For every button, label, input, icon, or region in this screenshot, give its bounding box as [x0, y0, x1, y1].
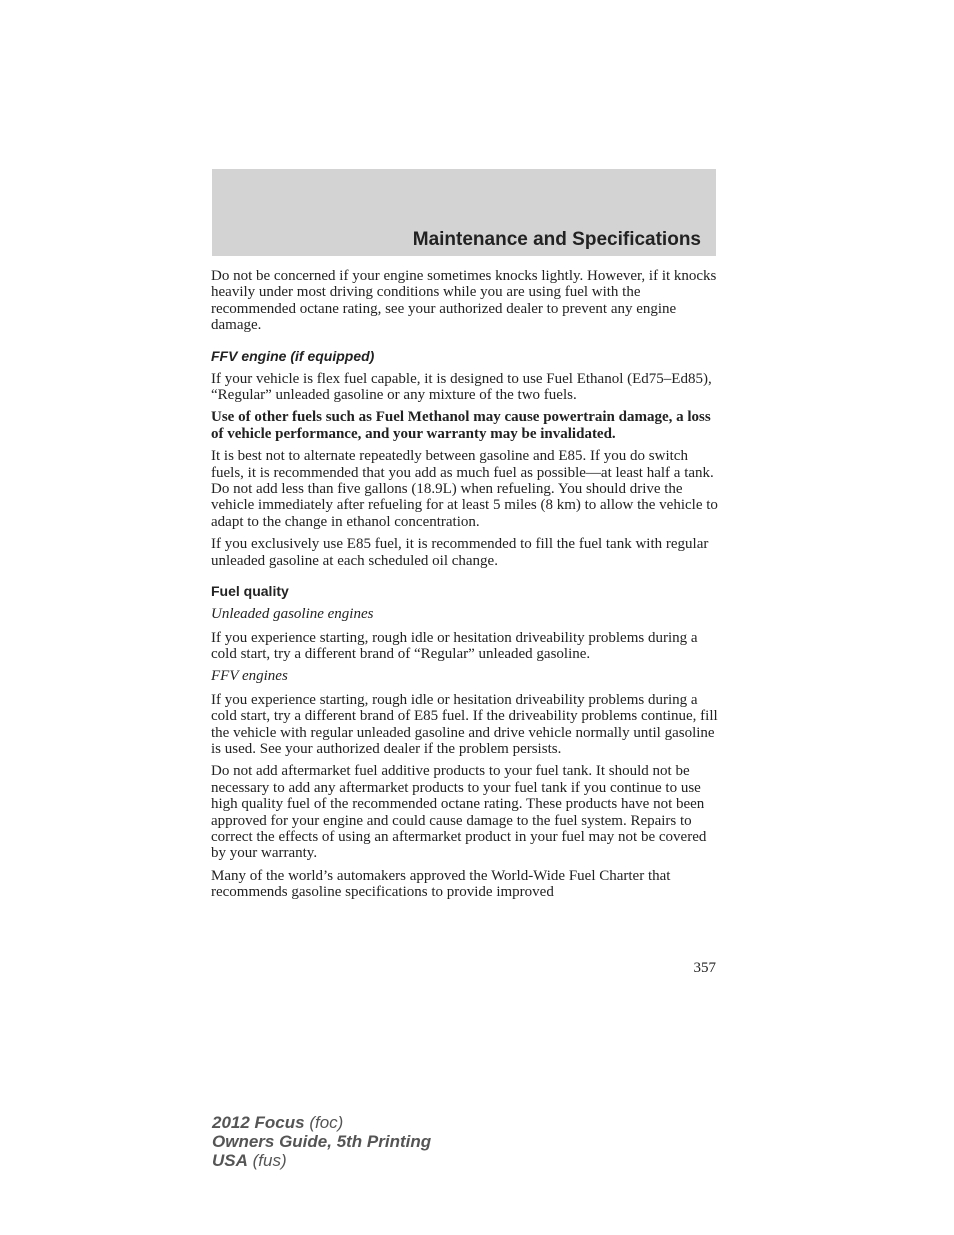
subheading-unleaded-engines: Unleaded gasoline engines — [211, 606, 374, 623]
footer-line-market — [212, 1151, 431, 1170]
paragraph-ffv-problems: If you experience starting, rough idle or hesitation driveability problems during a cold start, try a different brand of E85 fuel. If the driveability problems continue, fill the vehicle with regular unleaded gasoline and drive vehicle normally until gasoline is used. See your authorized dealer if the problem persists. — [211, 691, 718, 757]
footer-model: 2012 Focus — [212, 1113, 305, 1132]
footer-market: USA — [212, 1151, 248, 1170]
footer-market-code: (fus) — [252, 1151, 287, 1170]
footer-line-model — [212, 1113, 431, 1132]
page-body — [211, 268, 719, 907]
footer-line-guide — [212, 1132, 431, 1151]
subheading-ffv-engines: FFV engines — [211, 668, 288, 685]
heading-fuel-quality: Fuel quality — [211, 583, 289, 600]
paragraph-fuel-charter: Many of the world’s automakers approved the World-Wide Fuel Charter that recommends gasoline specifications to provide improved — [211, 867, 671, 901]
section-header-band — [212, 169, 716, 256]
footer-guide: Owners Guide, 5th Printing — [212, 1132, 432, 1151]
section-title: Maintenance and Specifications — [412, 229, 701, 250]
footer-model-code: (foc) — [309, 1113, 344, 1132]
heading-ffv-engine: FFV engine (if equipped) — [211, 347, 375, 364]
paragraph-unleaded-problems: If you experience starting, rough idle or hesitation driveability problems during a cold start, try a different brand of “Regular” unleaded gasoline. — [211, 629, 698, 662]
paragraph-engine-knock: Do not be concerned if your engine sometimes knocks lightly. However, if it knocks heavily under most driving conditions while you are using fuel with the recommended octane rating, see your authorized dealer to prevent any engine damage. — [211, 268, 717, 334]
paragraph-flex-fuel: If your vehicle is flex fuel capable, it is designed to use Fuel Ethanol (Ed75–Ed85), “Regular” unleaded gasoline or any mixture of the two fuels. — [211, 370, 712, 404]
warning-other-fuels: Use of other fuels such as Fuel Methanol may cause powertrain damage, a loss of vehicle performance, and your warranty may be invalidated. — [211, 409, 711, 442]
paragraph-alternate-fuels: It is best not to alternate repeatedly between gasoline and E85. If you do switch fuels, it is recommended that you add as much fuel as possible—at least half a tank. Do not add less than five gallons (18.9L) when refueling. You should drive the vehicle immediately after refueling for at least 5 miles (8 km) to allow the vehicle to adapt to the change in ethanol concentration. — [211, 448, 718, 530]
footer-edition-info — [212, 1113, 431, 1170]
paragraph-fuel-additives: Do not add aftermarket fuel additive products to your fuel tank. It should not be necessary to add any aftermarket products to your fuel tank if you continue to use high quality fuel of the recommended octane rating. These products have not been approved for your engine and could cause damage to the fuel system. Repairs to correct the effects of using an aftermarket product in your fuel may not be covered by your warranty. — [211, 763, 707, 862]
paragraph-exclusive-e85: If you exclusively use E85 fuel, it is recommended to fill the fuel tank with regular unleaded gasoline at each scheduled oil change. — [211, 536, 709, 569]
page-number: 357 — [693, 960, 716, 976]
